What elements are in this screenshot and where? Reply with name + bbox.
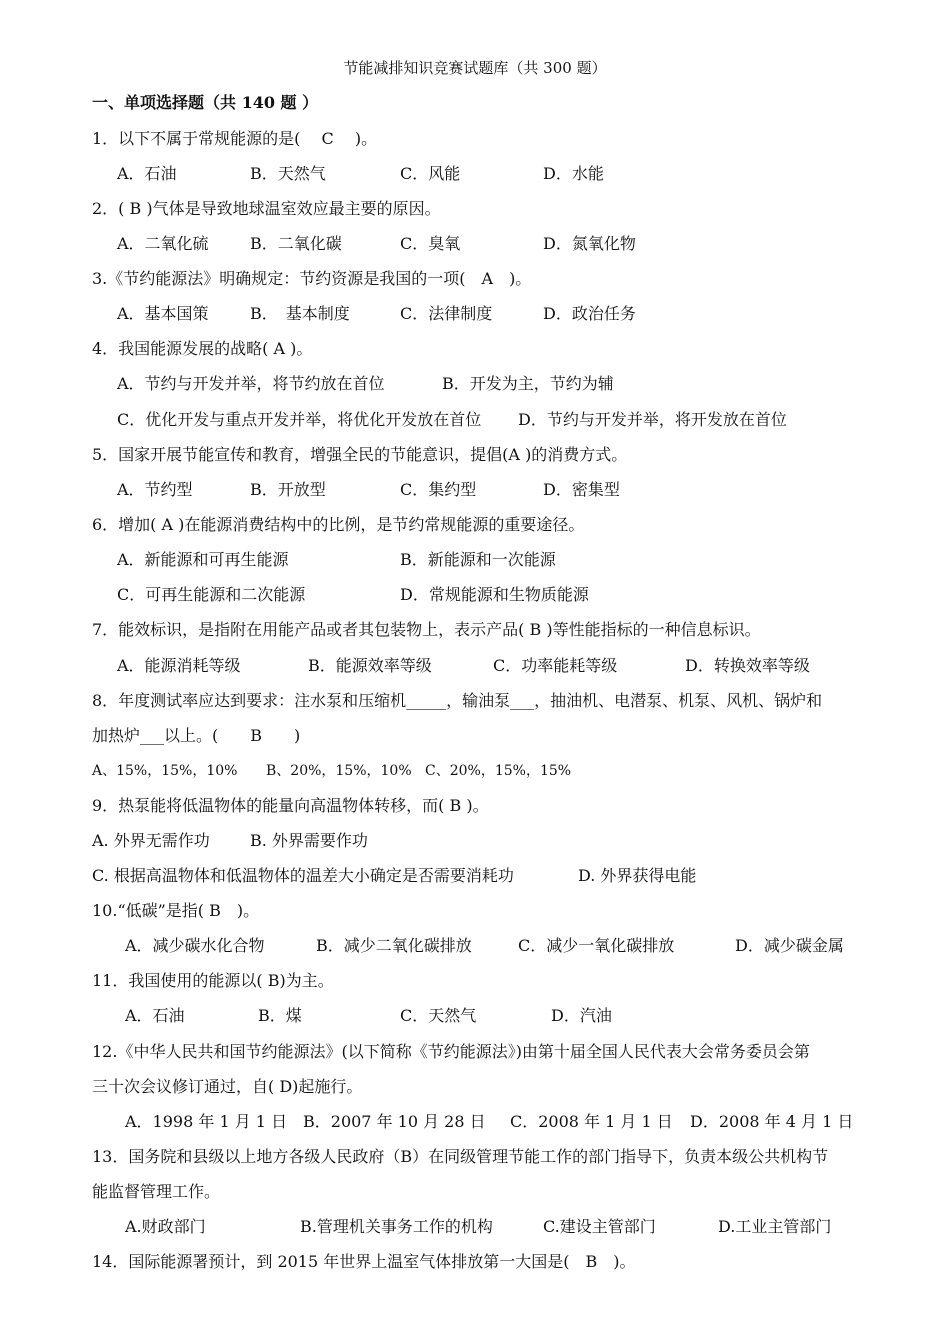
q12-option-b: B．2007 年 10 月 28 日	[303, 1112, 486, 1131]
question-5: 5．国家开展节能宣传和教育，增强全民的节能意识，提倡(A )的消费方式。	[92, 445, 628, 464]
question-9: 9．热泵能将低温物体的能量向高温物体转移，而( B )。	[92, 796, 489, 815]
q4-option-d: D．节约与开发并举，将开发放在首位	[518, 410, 787, 429]
q2-option-b: B．二氧化碳	[250, 234, 342, 253]
question-13-line-2: 能监督管理工作。	[92, 1182, 221, 1201]
q3-option-a: A．基本国策	[117, 304, 209, 323]
question-10: 10.“低碳”是指( B )。	[92, 901, 260, 920]
q5-option-d: D．密集型	[543, 480, 620, 499]
q6-option-b: B．新能源和一次能源	[400, 550, 556, 569]
q3-option-b: B． 基本制度	[250, 304, 350, 323]
q7-option-b: B．能源效率等级	[308, 656, 432, 675]
section-heading: 一、单项选择题（共 140 题 ）	[92, 93, 319, 112]
q13-option-c: C.建设主管部门	[543, 1217, 656, 1236]
q4-option-b: B．开发为主，节约为辅	[442, 374, 614, 393]
question-8-line-2: 加热炉___以上。( B )	[92, 726, 301, 745]
q7-option-d: D．转换效率等级	[685, 656, 810, 675]
q5-option-a: A．节约型	[117, 480, 193, 499]
q12-option-c: C．2008 年 1 月 1 日	[510, 1112, 673, 1131]
q3-option-c: C．法律制度	[400, 304, 493, 323]
question-11: 11．我国使用的能源以( B)为主。	[92, 971, 334, 990]
question-3: 3.《节约能源法》明确规定：节约资源是我国的一项( A )。	[92, 269, 532, 288]
q9-option-c: C. 根据高温物体和低温物体的温差大小确定是否需要消耗功	[92, 866, 514, 885]
q8-option-a: A、15%，15%，10%	[92, 763, 238, 779]
q9-option-d: D. 外界获得电能	[578, 866, 697, 885]
q10-option-c: C．减少一氧化碳排放	[518, 936, 675, 955]
q13-option-b: B.管理机关事务工作的机构	[300, 1217, 493, 1236]
q5-option-b: B．开放型	[250, 480, 326, 499]
question-4: 4．我国能源发展的战略( A )。	[92, 339, 313, 358]
q2-option-d: D．氮氧化物	[543, 234, 636, 253]
q12-option-a: A．1998 年 1 月 1 日	[125, 1112, 288, 1131]
q2-option-c: C．臭氧	[400, 234, 461, 253]
question-14: 14．国际能源署预计，到 2015 年世界上温室气体排放第一大国是( B )。	[92, 1252, 636, 1271]
q3-option-d: D．政治任务	[543, 304, 636, 323]
question-13-line-1: 13．国务院和县级以上地方各级人民政府（B）在同级管理节能工作的部门指导下，负责本级公共机构节	[92, 1147, 829, 1166]
question-7: 7．能效标识，是指附在用能产品或者其包装物上，表示产品( B )等性能指标的一种信息标识。	[92, 620, 761, 639]
question-1: 1．以下不属于常规能源的是( C )。	[92, 129, 378, 148]
q4-option-c: C．优化开发与重点开发并举，将优化开发放在首位	[117, 410, 482, 429]
q11-option-d: D．汽油	[551, 1006, 612, 1025]
q12-option-d: D．2008 年 4 月 1 日	[690, 1112, 854, 1131]
document-title: 节能减排知识竞赛试题库（共 300 题）	[343, 59, 607, 77]
question-6: 6．增加( A )在能源消费结构中的比例，是节约常规能源的重要途径。	[92, 515, 585, 534]
q7-option-a: A．能源消耗等级	[117, 656, 241, 675]
q11-option-a: A．石油	[125, 1006, 185, 1025]
q13-option-d: D.工业主管部门	[718, 1217, 832, 1236]
q4-option-a: A．节约与开发并举，将节约放在首位	[117, 374, 385, 393]
question-12-line-2: 三十次会议修订通过，自( D)起施行。	[92, 1077, 363, 1096]
q13-option-a: A.财政部门	[125, 1217, 206, 1236]
q8-option-b: B、20%，15%，10%	[266, 763, 412, 779]
q8-option-c: C、20%，15%，15%	[425, 763, 572, 779]
q1-option-c: C．风能	[400, 164, 461, 183]
q5-option-c: C．集约型	[400, 480, 477, 499]
q10-option-a: A．减少碳水化合物	[125, 936, 265, 955]
question-12-line-1: 12.《中华人民共和国节约能源法》(以下简称《节约能源法》)由第十届全国人民代表大会常务委员会第	[92, 1042, 810, 1061]
question-8-line-1: 8．年度测试率应达到要求：注水泵和压缩机_____，输油泵___，抽油机、电潜泵、机泵、风机、锅炉和	[92, 691, 823, 710]
q6-option-c: C．可再生能源和二次能源	[117, 585, 306, 604]
q2-option-a: A．二氧化硫	[117, 234, 209, 253]
q10-option-b: B．减少二氧化碳排放	[316, 936, 472, 955]
q1-option-b: B．天然气	[250, 164, 326, 183]
q6-option-a: A．新能源和可再生能源	[117, 550, 289, 569]
q1-option-d: D．水能	[543, 164, 604, 183]
q11-option-c: C．天然气	[400, 1006, 477, 1025]
question-2: 2．( B )气体是导致地球温室效应最主要的原因。	[92, 199, 441, 218]
q7-option-c: C．功率能耗等级	[493, 656, 618, 675]
q6-option-d: D．常规能源和生物质能源	[400, 585, 589, 604]
q10-option-d: D．减少碳金属	[735, 936, 844, 955]
q9-option-b: B. 外界需要作功	[250, 831, 368, 850]
q9-option-a: A. 外界无需作功	[92, 831, 210, 850]
q11-option-b: B．煤	[258, 1006, 302, 1025]
q1-option-a: A．石油	[117, 164, 177, 183]
